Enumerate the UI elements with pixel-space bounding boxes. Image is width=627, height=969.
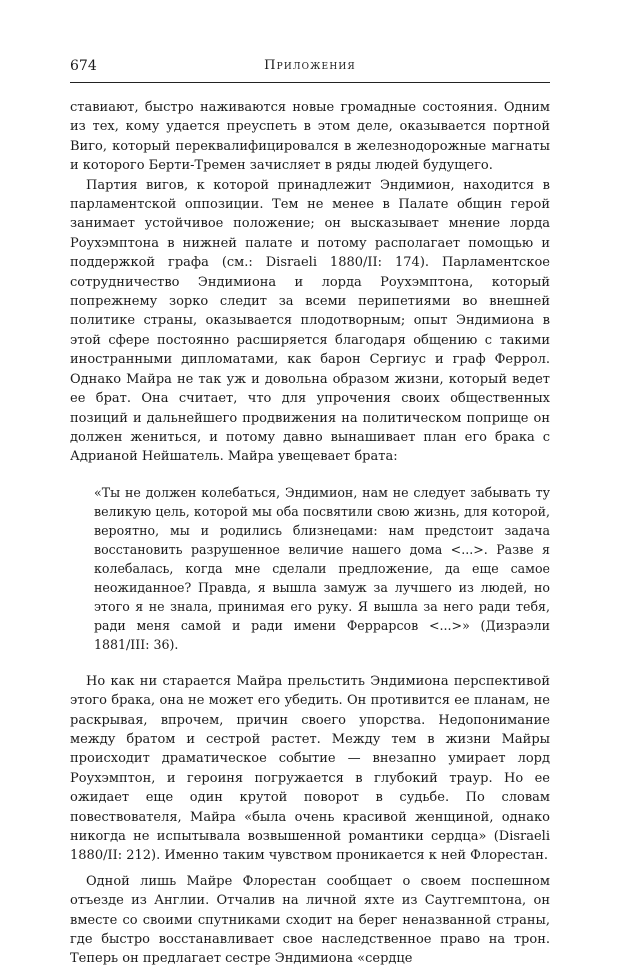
paragraph: Но как ни старается Майра прельстить Эндимиона перспективой этого брака, она не может его убедить. Он противится ее планам, не раскрывая, впрочем, причин своего упорства. Недопонимание между братом и сестрой растет. Между тем в жизни Майры происходит драматическое событие — внезапно умирает лорд Роухэмптон, и героиня погружается в глубокий траур. Но ее ожидает еще один крутой поворот в судьбе. По словам повествователя, Майра «была очень красивой женщиной, однако никогда не испытывала возвышенной романтики сердца» (Disraeli 1880/II: 212). Именно таким чувством проникается к ней Флорестан. [70, 673, 550, 864]
paragraph-continued: ставиают, быстро наживаются новые громадные состояния. Одним из тех, кому удается преуспеть в этом деле, оказывается портной Виго, который переквалифицировался в железнодорожные магнаты и которого Берти-Тремен зачисляет в ряды людей будущего. [70, 100, 550, 174]
paragraph: Одной лишь Майре Флорестан сообщает о своем поспешном отъезде из Англии. Отчалив на личной яхте из Саутгемптона, он вместе со своими спутниками сходит на берег неназванной страны, где быстро восстанавливает свое наследственное право на трон. Теперь он предлагает сестре Эндимиона «сердце [70, 873, 550, 967]
page-number: 674 [70, 58, 97, 74]
header-rule [70, 82, 550, 83]
quote-text: «Ты не должен колебаться, Эндимион, нам не следует забывать ту великую цель, которой мы оба посвятили свою жизнь, для которой, вероятно, мы и родились близнецами: нам предстоит задача восстановить разрушенное величие нашего дома <...>. Разве я колебалась, когда мне сделали предложение, да еще самое неожиданное? Правда, я вышла замуж за лучшего из людей, но этого я не знала, принимая его руку. Я вышла за него ради тебя, ради меня самой и ради имени Феррарсов <...>» (Дизраэли 1881/III: 36). [94, 484, 550, 652]
block-quote [94, 483, 550, 654]
page-header [70, 58, 550, 80]
body-text [70, 98, 550, 969]
paragraph: Партия вигов, к которой принадлежит Эндимион, находится в парламентской оппозиции. Тем не менее в Палате общин герой занимает устойчивое положение; он высказывает мнение лорда Роухэмптона в нижней палате и потому располагает помощью и поддержкой графа (см.: Disraeli 1880/II: 174). Парламентское сотрудничество Эндимиона и лорда Роухэмптона, который попрежнему зорко следит за всеми перипетиями во внешней политике страны, оказывается плодотворным; опыт Эндимиона в этой сфере постоянно расширяется благодаря общению с такими иностранными дипломатами, как барон Сергиус и граф Феррол. Однако Майра не так уж и довольна образом жизни, который ведет ее брат. Она считает, что для упрочения своих общественных позиций и дальнейшего продвижения на политическом поприще он должен жениться, и потому давно вынашивает план его брака с Адрианой Нейшатель. Майра увещевает брата: [70, 177, 550, 465]
running-head: Приложения [264, 58, 356, 73]
